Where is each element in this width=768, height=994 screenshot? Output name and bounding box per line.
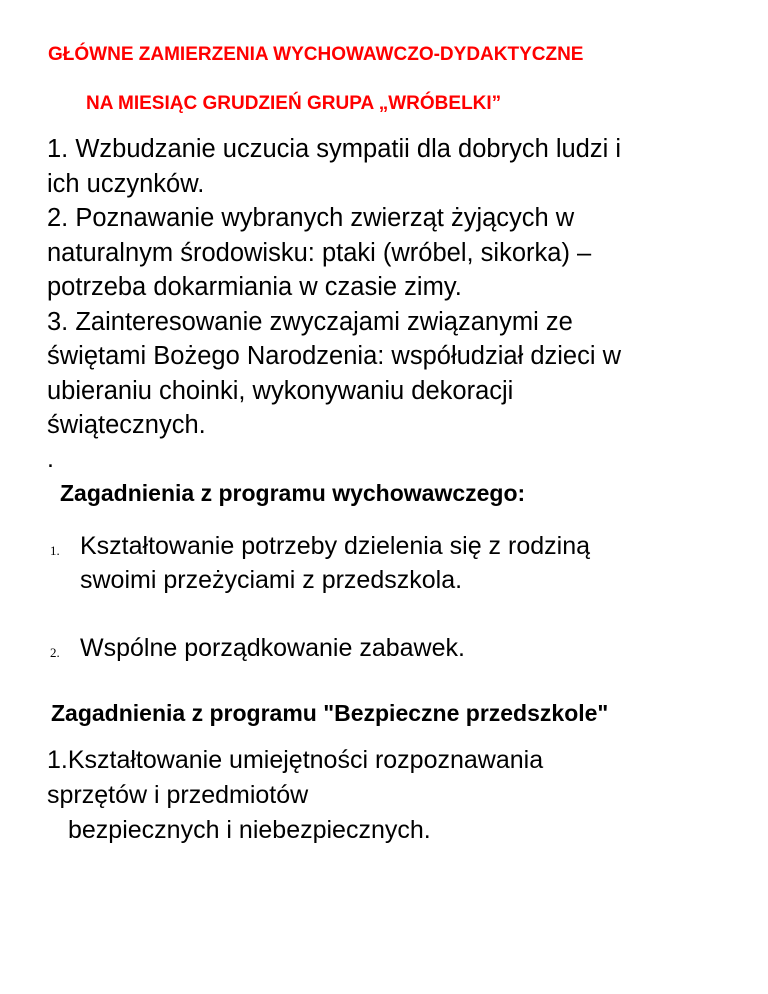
safety-program-text	[47, 743, 747, 848]
goal-line: świętami Bożego Narodzenia: współudział dzieci w	[47, 342, 622, 370]
list-item-text: swoimi przeżyciami z przedszkola.	[80, 566, 463, 594]
separator-dot: .	[47, 445, 54, 473]
goal-line: 1. Wzbudzanie uczucia sympatii dla dobrych ludzi i	[47, 135, 622, 163]
goal-line: potrzeba dokarmiania w czasie zimy.	[47, 273, 462, 301]
list-item	[50, 529, 730, 597]
safety-line: sprzętów i przedmiotów	[47, 781, 309, 809]
goal-line: naturalnym środowisku: ptaki (wróbel, sikorka) –	[47, 238, 592, 267]
goal-line: ubieraniu choinki, wykonywaniu dekoracji	[47, 376, 514, 405]
list-item-number: 2.	[50, 645, 60, 660]
list-item	[50, 631, 730, 665]
safety-program-heading: Zagadnienia z programu "Bezpieczne przedszkole"	[51, 700, 609, 726]
goals-list	[47, 132, 747, 443]
list-item-text: Kształtowanie potrzeby dzielenia się z rodziną	[80, 532, 590, 560]
educational-program-heading: Zagadnienia z programu wychowawczego:	[60, 480, 526, 506]
document-title-line-2: NA MIESIĄC GRUDZIEŃ GRUPA „WRÓBELKI”	[86, 93, 502, 114]
goal-line: 3. Zainteresowanie zwyczajami związanymi ze	[47, 307, 573, 336]
list-item-text: Wspólne porządkowanie zabawek.	[80, 634, 465, 662]
list-item-number: 1.	[50, 543, 60, 558]
safety-line: 1.Kształtowanie umiejętności rozpoznawania	[47, 746, 544, 774]
document-title-line-1: GŁÓWNE ZAMIERZENIA WYCHOWAWCZO-DYDAKTYCZNE	[48, 44, 584, 65]
educational-program-list	[50, 529, 730, 597]
goal-line: świątecznych.	[47, 411, 206, 439]
safety-line: bezpiecznych i niebezpiecznych.	[68, 816, 431, 844]
educational-program-list	[50, 631, 730, 665]
goal-line: 2. Poznawanie wybranych zwierząt żyjących w	[47, 204, 575, 232]
goal-line: ich uczynków.	[47, 169, 205, 198]
